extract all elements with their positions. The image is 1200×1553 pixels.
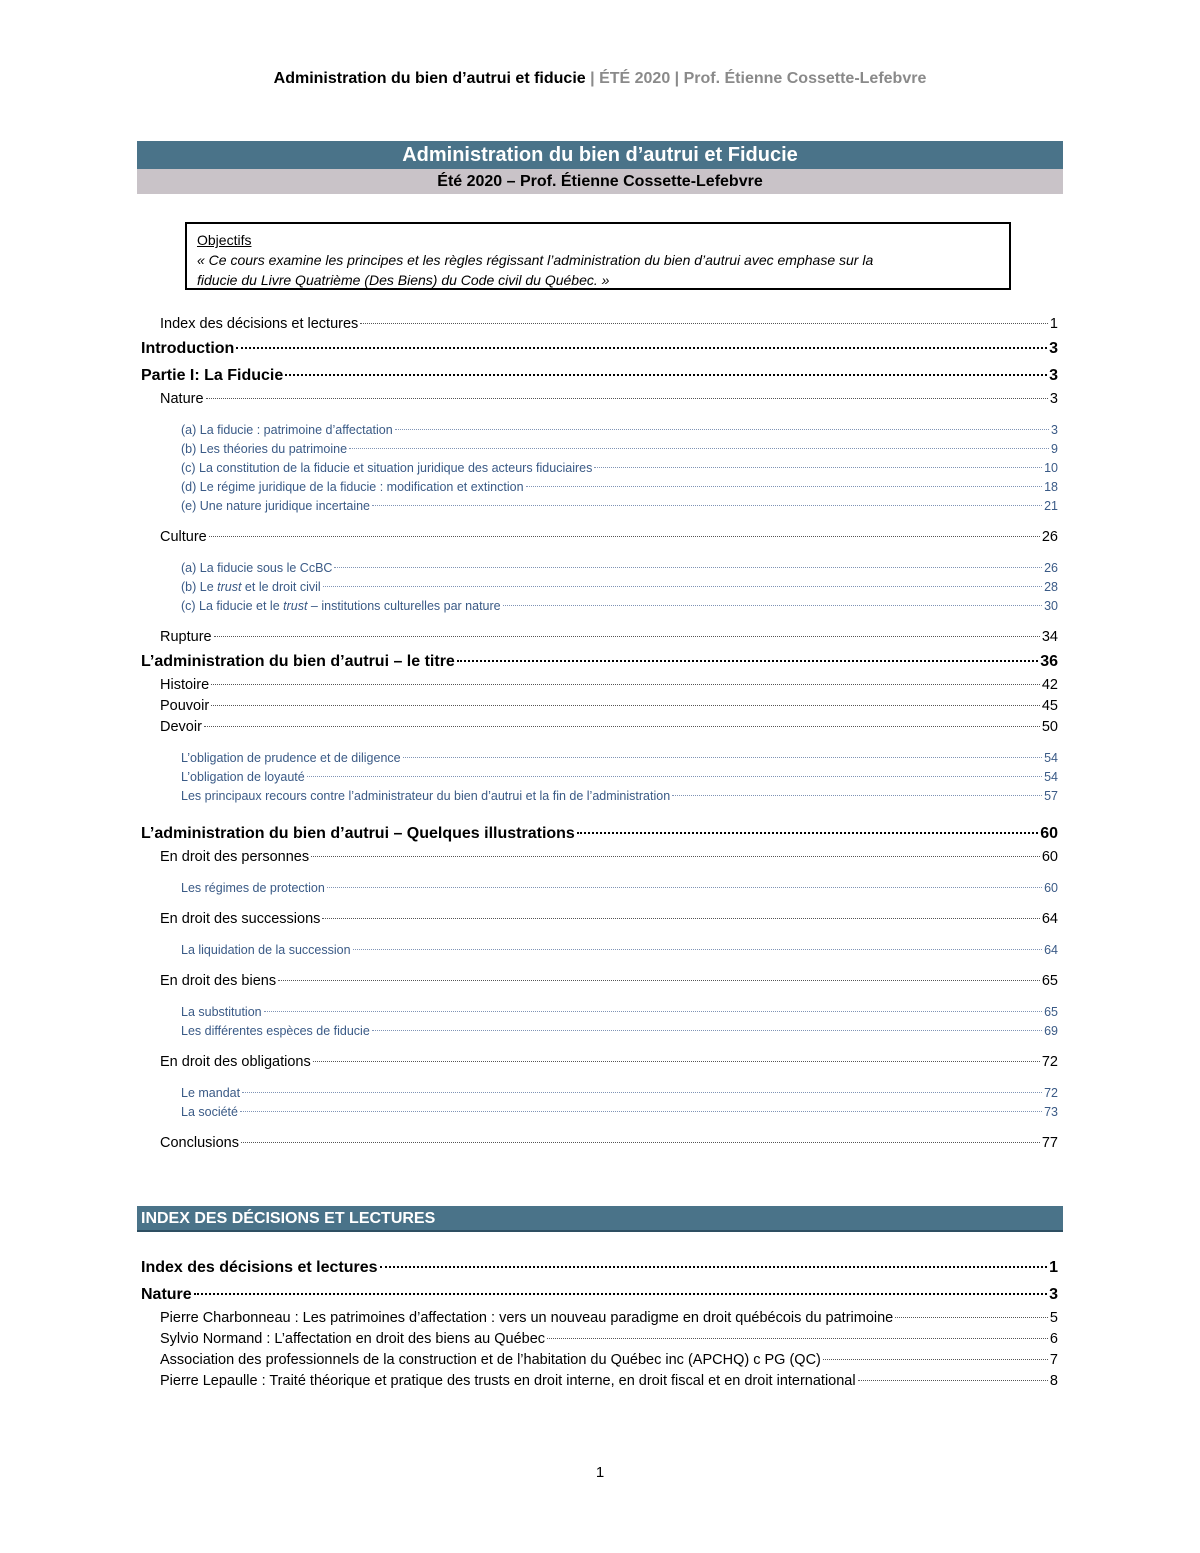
toc-entry-droit-personnes[interactable]: En droit des personnes 60 [160,849,1058,865]
toc-entry-droit-obligations[interactable]: En droit des obligations 72 [160,1054,1058,1070]
toc-entry-culture[interactable]: Culture 26 [160,529,1058,545]
toc-entry-rupture[interactable]: Rupture 34 [160,629,1058,645]
toc-subentry[interactable]: (a) La fiducie : patrimoine d’affectation 3 [181,423,1058,437]
header-professor: Prof. Étienne Cossette-Lefebvre [683,70,927,87]
toc-subentry[interactable]: (b) Le trust et le droit civil 28 [181,580,1058,594]
objectives-heading: Objectifs [197,232,252,248]
toc-subentry[interactable]: Les principaux recours contre l’administrateur du bien d’autrui et la fin de l’administration 57 [181,789,1058,803]
index-entry[interactable]: Pierre Charbonneau : Les patrimoines d’affectation : vers un nouveau paradigme en droit québécois du patrimoine 5 [160,1310,1058,1326]
objectives-quote-line-2: fiducie du Livre Quatrième (Des Biens) du Code civil du Québec. » [197,272,610,288]
toc-entry-partie-1[interactable]: Partie I: La Fiducie 3 [141,367,1058,384]
document-subtitle: Été 2020 – Prof. Étienne Cossette-Lefebvre [137,169,1063,194]
toc-subentry[interactable]: La substitution 65 [181,1005,1058,1019]
toc-entry-index[interactable]: Index des décisions et lectures 1 [160,316,1058,332]
index-entry[interactable]: Association des professionnels de la construction et de l’habitation du Québec inc (APCHQ) c PG (QC) 7 [160,1352,1058,1368]
toc-entry-nature[interactable]: Nature 3 [160,391,1058,407]
toc-subentry[interactable]: (e) Une nature juridique incertaine 21 [181,499,1058,513]
toc-entry-conclusions[interactable]: Conclusions 77 [160,1135,1058,1151]
toc-entry-pouvoir[interactable]: Pouvoir 45 [160,698,1058,714]
toc-entry-administration-illustrations[interactable]: L’administration du bien d’autrui – Quelques illustrations 60 [141,825,1058,842]
header-separator: | [674,70,680,87]
toc-subentry[interactable]: (a) La fiducie sous le CcBC 26 [181,561,1058,575]
header-term: ÉTÉ 2020 [599,70,671,87]
toc-subentry[interactable]: (c) La fiducie et le trust – institutions culturelles par nature 30 [181,599,1058,613]
index-heading[interactable]: Nature 3 [141,1286,1058,1303]
toc-entry-droit-biens[interactable]: En droit des biens 65 [160,973,1058,989]
index-heading[interactable]: Index des décisions et lectures 1 [141,1259,1058,1276]
toc-subentry[interactable]: L’obligation de prudence et de diligence 54 [181,751,1058,765]
toc-entry-droit-successions[interactable]: En droit des successions 64 [160,911,1058,927]
running-header [0,70,1200,88]
toc-subentry[interactable]: L’obligation de loyauté 54 [181,770,1058,784]
index-entry[interactable]: Pierre Lepaulle : Traité théorique et pratique des trusts en droit interne, en droit fiscal et en droit international 8 [160,1373,1058,1389]
document-title: Administration du bien d’autrui et Fiducie [137,141,1063,169]
toc-subentry[interactable]: (b) Les théories du patrimoine 9 [181,442,1058,456]
table-of-contents [141,314,1058,1154]
toc-subentry[interactable]: (d) Le régime juridique de la fiducie : modification et extinction 18 [181,480,1058,494]
toc-entry-histoire[interactable]: Histoire 42 [160,677,1058,693]
toc-subentry[interactable]: La liquidation de la succession 64 [181,943,1058,957]
header-separator: | [590,70,595,87]
toc-entry-administration-titre[interactable]: L’administration du bien d’autrui – le titre 36 [141,653,1058,670]
objectives-box [185,222,1011,290]
index-section-title: INDEX DES DÉCISIONS ET LECTURES [137,1206,1063,1232]
index-entry[interactable]: Sylvio Normand : L’affectation en droit des biens au Québec 6 [160,1331,1058,1347]
page-number: 1 [595,1464,605,1481]
toc-subentry[interactable]: La société 73 [181,1105,1058,1119]
toc-subentry[interactable]: Les régimes de protection 60 [181,881,1058,895]
toc-entry-introduction[interactable]: Introduction 3 [141,340,1058,357]
header-course: Administration du bien d’autrui et fiducie [273,70,586,87]
index-list [141,1254,1058,1392]
objectives-quote-line-1: « Ce cours examine les principes et les règles régissant l’administration du bien d’autrui avec emphase sur la [197,252,874,268]
toc-subentry[interactable]: Le mandat 72 [181,1086,1058,1100]
toc-entry-devoir[interactable]: Devoir 50 [160,719,1058,735]
toc-subentry[interactable]: (c) La constitution de la fiducie et situation juridique des acteurs fiduciaires 10 [181,461,1058,475]
toc-subentry[interactable]: Les différentes espèces de fiducie 69 [181,1024,1058,1038]
